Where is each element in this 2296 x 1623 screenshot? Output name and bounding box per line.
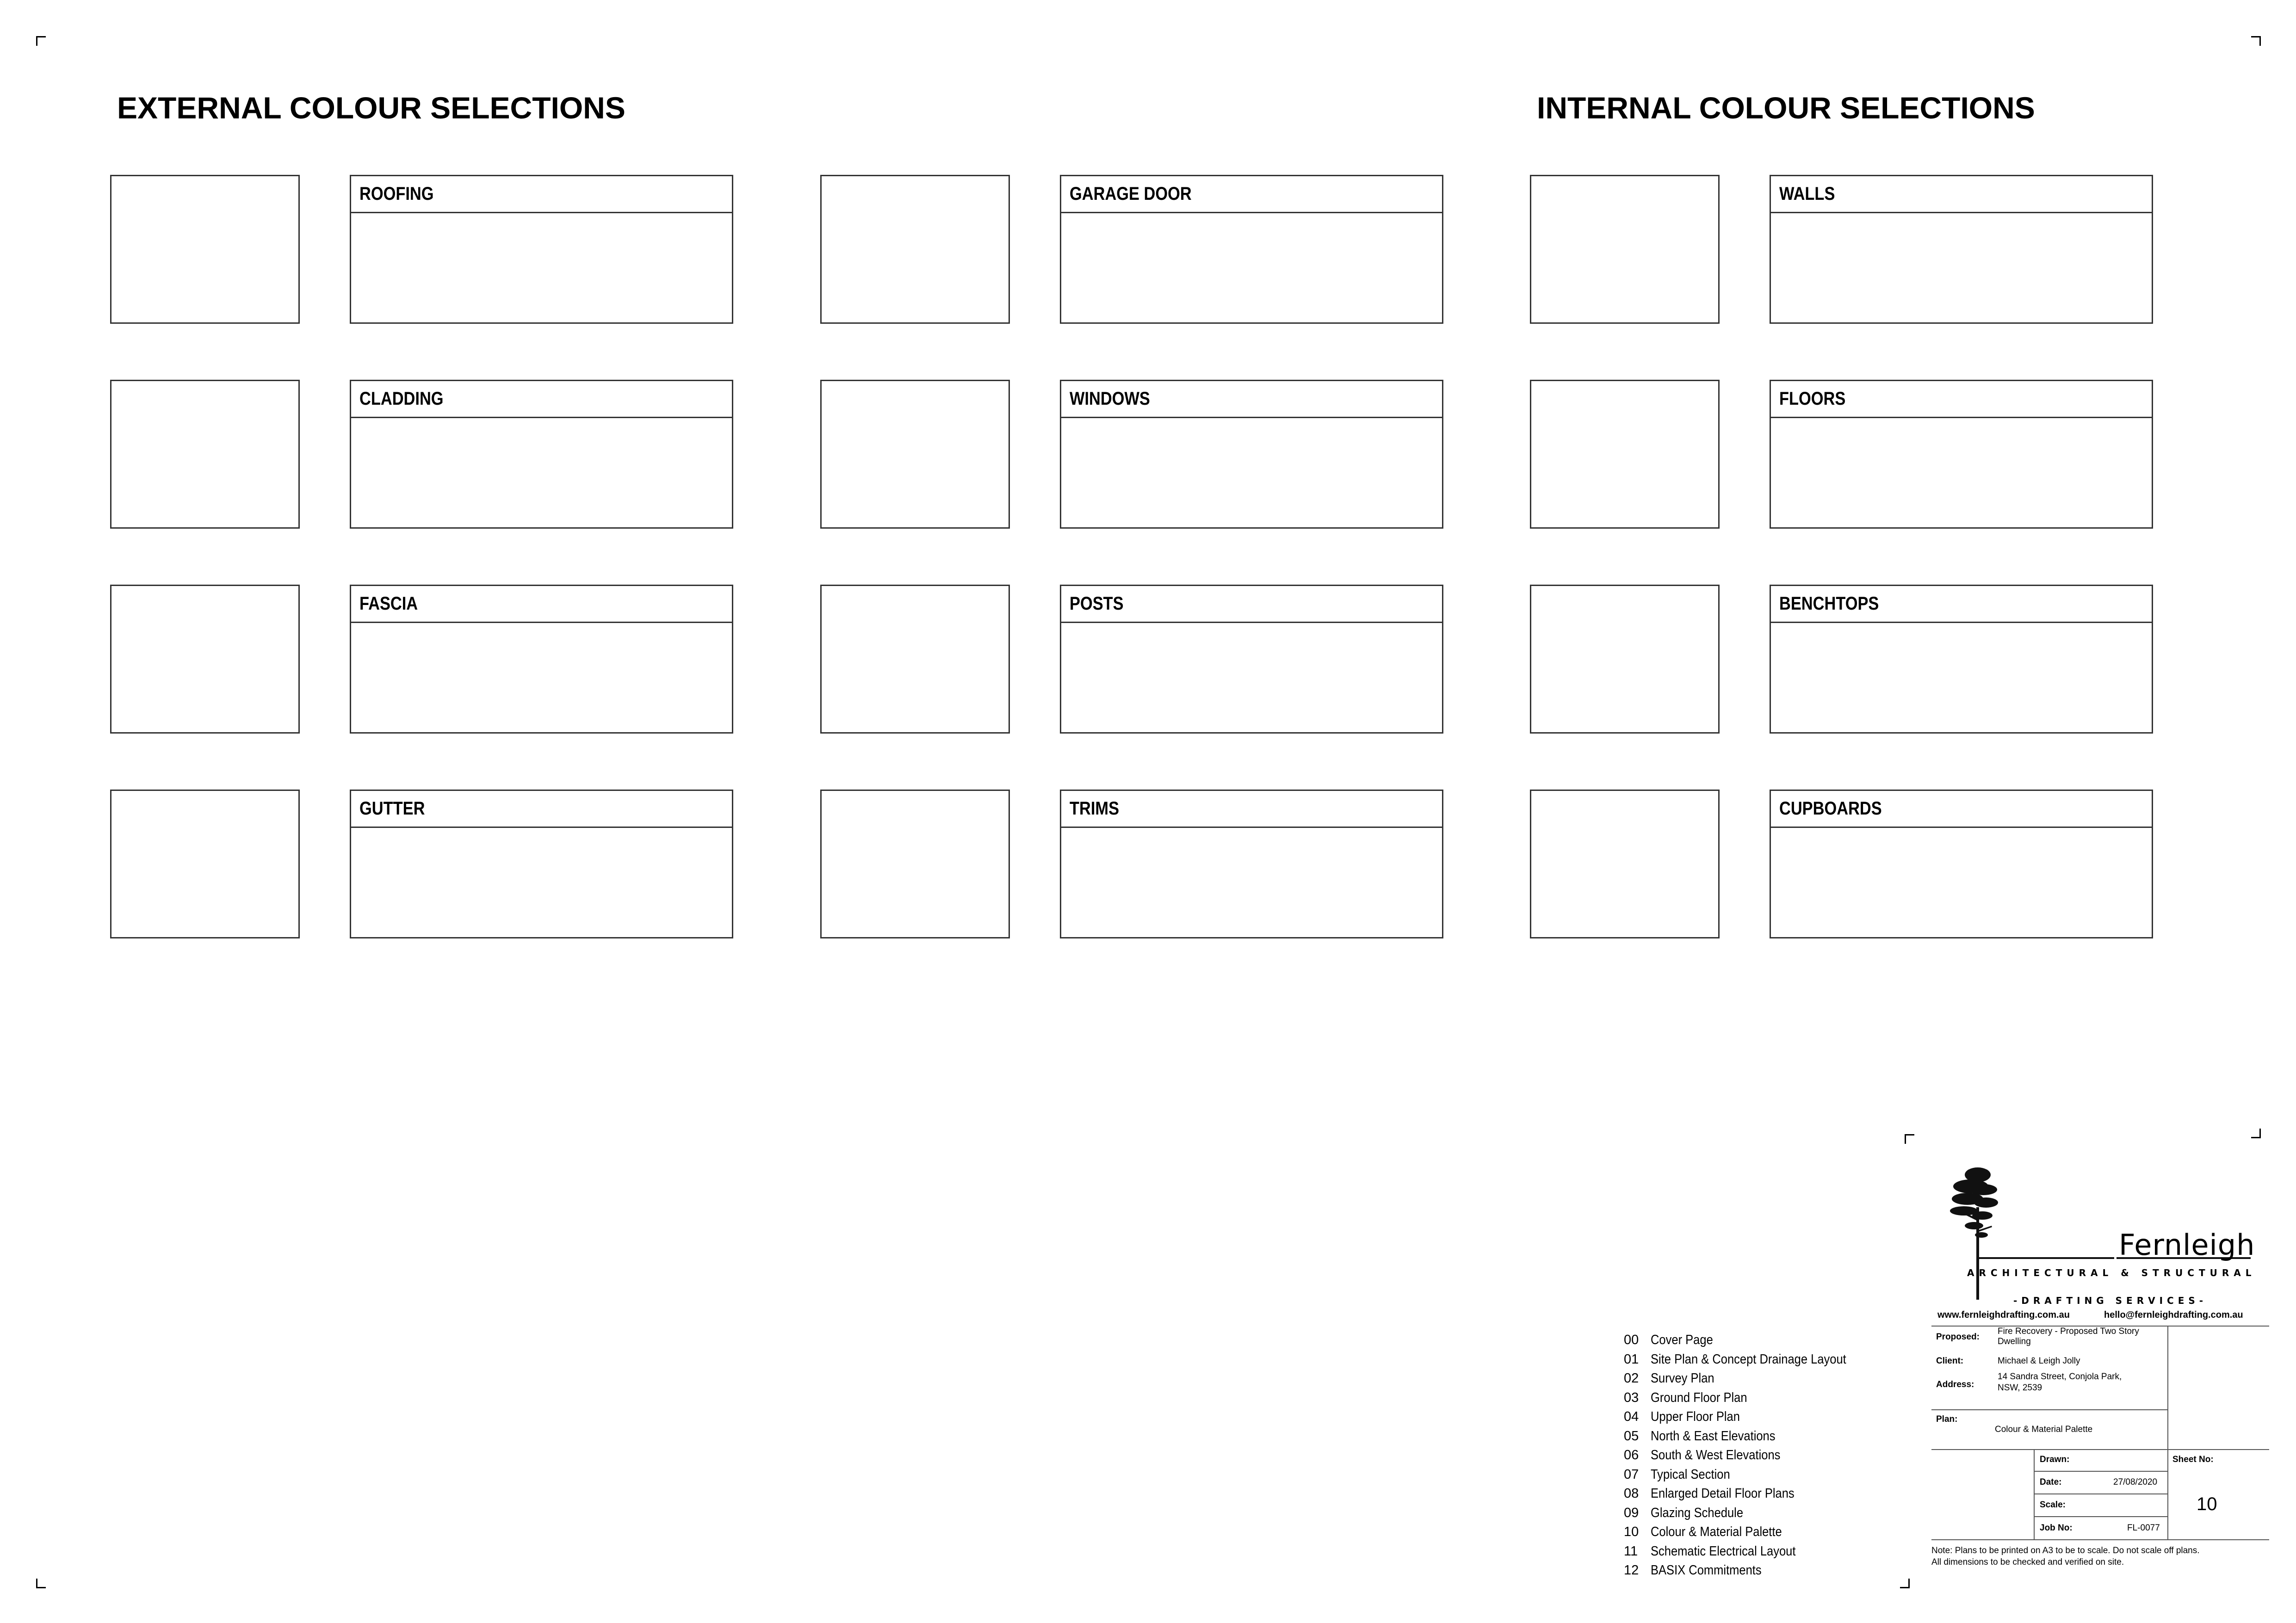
index-row [1624,1388,1873,1408]
index-title: Glazing Schedule [1651,1505,1744,1520]
selection-fascia[interactable] [350,585,733,734]
tb-line [2034,1471,2167,1472]
index-number: 08 [1624,1486,1639,1501]
index-title: Ground Floor Plan [1651,1390,1747,1405]
index-title: BASIX Commitments [1651,1563,1762,1578]
address-label: Address: [1936,1380,1974,1389]
index-number: 00 [1624,1333,1639,1347]
sheetno-label: Sheet No: [2172,1455,2214,1464]
swatch-walls[interactable] [1530,175,1720,324]
email-link[interactable]: hello@fernleighdrafting.com.au [2104,1310,2243,1320]
index-row [1624,1542,1873,1561]
label-cladding: CLADDING [359,389,444,409]
index-row [1624,1465,1873,1485]
tb-line [2167,1326,2168,1539]
jobno-label: Job No: [2040,1523,2073,1533]
tb-line [2034,1493,2167,1494]
selection-windows[interactable] [1060,380,1443,529]
proposed-text: Fire Recovery - Proposed Two Story Dwelling [1998,1327,2139,1346]
index-title: Cover Page [1651,1333,1713,1347]
tb-line [2034,1516,2167,1517]
scale-label: Scale: [2040,1500,2066,1510]
client-label: Client: [1936,1356,1964,1366]
label-trims: TRIMS [1070,798,1120,819]
note-line-2: All dimensions to be checked and verified on site. [1931,1557,2124,1567]
selection-posts[interactable] [1060,585,1443,734]
swatch-roofing[interactable] [110,175,300,324]
plan-value: Colour & Material Palette [1995,1425,2093,1434]
label-floors: FLOORS [1779,389,1846,409]
label-benchtops: BENCHTOPS [1779,593,1879,614]
tb-line [1931,1409,2167,1410]
client-value: Michael & Leigh Jolly [1998,1356,2080,1366]
swatch-cladding[interactable] [110,380,300,529]
crop-mark-titleblock-top-left [1905,1134,1914,1144]
index-number: 01 [1624,1351,1639,1367]
address-line-2: NSW, 2539 [1998,1383,2042,1393]
index-number: 03 [1624,1390,1639,1405]
brand-services: -DRAFTING SERVICES- [2013,1295,2208,1306]
index-title: Upper Floor Plan [1651,1409,1740,1424]
crop-mark-bottom-right [1900,1579,1910,1588]
index-number: 06 [1624,1448,1639,1463]
selection-floors[interactable] [1770,380,2153,529]
label-windows: WINDOWS [1070,389,1150,409]
internal-colour-title: INTERNAL COLOUR SELECTIONS [1537,91,2035,125]
crop-mark-top-right [2251,36,2261,46]
index-number: 02 [1624,1371,1639,1386]
index-title: Survey Plan [1651,1371,1714,1386]
selection-cladding[interactable] [350,380,733,529]
print-note [1931,1545,2265,1568]
swatch-benchtops[interactable] [1530,585,1720,734]
swatch-floors[interactable] [1530,380,1720,529]
swatch-garage-door[interactable] [820,175,1010,324]
selection-walls[interactable] [1770,175,2153,324]
selection-trims[interactable] [1060,790,1443,938]
index-title: North & East Elevations [1651,1428,1776,1444]
external-colour-title: EXTERNAL COLOUR SELECTIONS [117,91,625,125]
index-row [1624,1369,1873,1388]
brand-subtitle: ARCHITECTURAL & STRUCTURAL [1967,1267,2256,1278]
label-garage-door: GARAGE DOOR [1070,184,1192,204]
index-row [1624,1523,1873,1542]
tb-line [1931,1449,2269,1450]
index-row [1624,1484,1873,1504]
label-walls: WALLS [1779,184,1835,204]
index-number: 04 [1624,1409,1639,1424]
label-fascia: FASCIA [359,593,418,614]
website-link[interactable]: www.fernleighdrafting.com.au [1937,1310,2070,1320]
index-number: 12 [1624,1563,1639,1578]
index-number: 09 [1624,1505,1639,1520]
index-title: South & West Elevations [1651,1448,1781,1463]
index-row [1624,1504,1873,1523]
label-gutter: GUTTER [359,798,425,819]
index-row [1624,1446,1873,1465]
index-number: 07 [1624,1467,1639,1482]
index-row [1624,1561,1873,1580]
proposed-value [1998,1327,2164,1347]
plan-label: Plan: [1936,1414,1958,1424]
date-label: Date: [2040,1477,2062,1487]
swatch-cupboards[interactable] [1530,790,1720,938]
proposed-label: Proposed: [1936,1332,1980,1342]
index-title: Schematic Electrical Layout [1651,1543,1796,1559]
swatch-windows[interactable] [820,380,1010,529]
label-roofing: ROOFING [359,184,434,204]
index-number: 10 [1624,1524,1639,1539]
note-line-1: Note: Plans to be printed on A3 to be to scale. Do not scale off plans. [1931,1546,2200,1555]
sheet-number: 10 [2197,1494,2217,1514]
tb-line [1931,1539,2269,1540]
date-value: 27/08/2020 [2113,1477,2158,1487]
drawing-index [1624,1331,1873,1580]
brand-name: Fernleigh [2119,1228,2255,1262]
selection-cupboards[interactable] [1770,790,2153,938]
crop-mark-top-left [36,36,46,46]
index-row [1624,1350,1873,1370]
drawn-label: Drawn: [2040,1455,2070,1464]
crop-mark-bottom-left [36,1579,46,1588]
selection-roofing[interactable] [350,175,733,324]
index-title: Site Plan & Concept Drainage Layout [1651,1351,1846,1367]
index-title: Colour & Material Palette [1651,1524,1782,1539]
index-number: 05 [1624,1428,1639,1444]
selection-garage-door[interactable] [1060,175,1443,324]
selection-benchtops[interactable] [1770,585,2153,734]
swatch-posts[interactable] [820,585,1010,734]
index-row [1624,1427,1873,1446]
swatch-fascia[interactable] [110,585,300,734]
selection-gutter[interactable] [350,790,733,938]
index-title: Typical Section [1651,1467,1730,1482]
swatch-gutter[interactable] [110,790,300,938]
label-posts: POSTS [1070,593,1124,614]
swatch-trims[interactable] [820,790,1010,938]
index-row [1624,1407,1873,1427]
index-number: 11 [1624,1543,1638,1559]
address-line-1: 14 Sandra Street, Conjola Park, [1998,1372,2122,1382]
jobno-value: FL-0077 [2127,1523,2160,1533]
crop-mark-titleblock-top-right [2251,1129,2261,1138]
index-row [1624,1331,1873,1350]
label-cupboards: CUPBOARDS [1779,798,1882,819]
index-title: Enlarged Detail Floor Plans [1651,1486,1795,1501]
